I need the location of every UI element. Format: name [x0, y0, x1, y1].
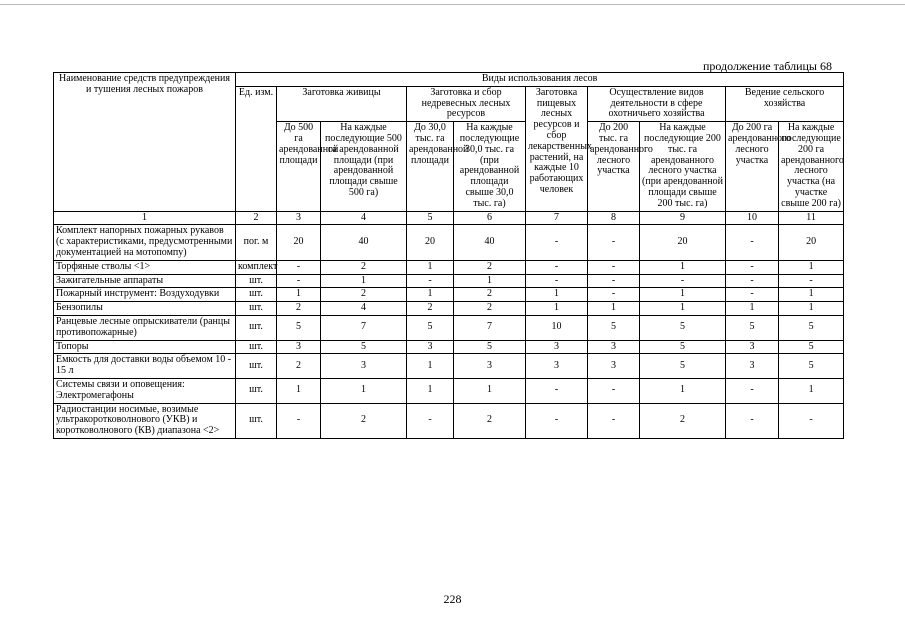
row-value-cell: 4	[321, 302, 407, 316]
row-value-cell: 5	[640, 315, 726, 340]
header-group-agriculture: Ведение сельского хозяйства	[726, 86, 844, 121]
row-name-cell: Пожарный инструмент: Воздуходувки	[54, 288, 236, 302]
row-unit-cell: шт.	[236, 378, 277, 403]
row-value-cell: 5	[640, 354, 726, 379]
row-name-cell: Емкость для доставки воды объемом 10 - 15 л	[54, 354, 236, 379]
row-unit-cell: шт.	[236, 302, 277, 316]
header-group-title: Виды использования лесов	[236, 73, 844, 87]
row-value-cell: 2	[454, 403, 526, 438]
table-row	[54, 302, 844, 316]
table-row	[54, 288, 844, 302]
header-sub-cell: На каждые последующие 200 тыс. га арендованного лесного участка (при арендованной площади свыше 200 тыс. га)	[640, 122, 726, 211]
row-value-cell: -	[588, 378, 640, 403]
row-value-cell: 2	[321, 403, 407, 438]
row-value-cell: 1	[726, 302, 779, 316]
row-value-cell: 2	[321, 288, 407, 302]
row-value-cell: -	[640, 274, 726, 288]
header-sub-cell: До 500 га арендованной площади	[277, 122, 321, 211]
row-value-cell: 5	[779, 354, 844, 379]
row-value-cell: -	[526, 274, 588, 288]
row-unit-cell: пог. м	[236, 225, 277, 260]
column-number-row	[54, 211, 844, 225]
row-value-cell: 5	[779, 340, 844, 354]
row-value-cell: 1	[640, 378, 726, 403]
row-value-cell: -	[526, 225, 588, 260]
row-value-cell: 1	[779, 260, 844, 274]
column-number: 2	[236, 211, 277, 225]
row-value-cell: 1	[454, 274, 526, 288]
page-number: 228	[443, 592, 462, 606]
row-value-cell: -	[726, 225, 779, 260]
row-name-cell: Системы связи и оповещения: Электромегафоны	[54, 378, 236, 403]
row-unit-cell: комплект	[236, 260, 277, 274]
row-name-cell: Комплект напорных пожарных рукавов (с характеристиками, предусмотренными документацией на мотопомпу)	[54, 225, 236, 260]
column-number: 9	[640, 211, 726, 225]
row-value-cell: 10	[526, 315, 588, 340]
row-name-cell: Ранцевые лесные опрыскиватели (ранцы противопожарные)	[54, 315, 236, 340]
table-row	[54, 225, 844, 260]
row-value-cell: 5	[321, 340, 407, 354]
row-value-cell: 1	[779, 288, 844, 302]
column-number: 6	[454, 211, 526, 225]
column-number: 4	[321, 211, 407, 225]
row-value-cell: 20	[779, 225, 844, 260]
row-value-cell: 20	[407, 225, 454, 260]
row-value-cell: 2	[454, 288, 526, 302]
fire-equipment-table	[53, 72, 844, 439]
row-value-cell: 1	[779, 302, 844, 316]
header-sub-cell: До 30,0 тыс. га арендованной площади	[407, 122, 454, 211]
header-sub-cell: На каждые последующие 500 га арендованной площади (при арендованной площади свыше 500 га)	[321, 122, 407, 211]
row-value-cell: 1	[407, 288, 454, 302]
row-value-cell: 2	[407, 302, 454, 316]
row-value-cell: 1	[588, 302, 640, 316]
table-row	[54, 354, 844, 379]
row-value-cell: -	[588, 225, 640, 260]
row-value-cell: -	[526, 378, 588, 403]
row-value-cell: -	[277, 260, 321, 274]
row-value-cell: 2	[454, 260, 526, 274]
row-value-cell: -	[277, 403, 321, 438]
column-number: 8	[588, 211, 640, 225]
row-unit-cell: шт.	[236, 274, 277, 288]
row-value-cell: -	[588, 274, 640, 288]
row-value-cell: 40	[321, 225, 407, 260]
row-value-cell: 2	[454, 302, 526, 316]
row-value-cell: 3	[321, 354, 407, 379]
row-value-cell: 3	[407, 340, 454, 354]
row-name-cell: Бензопилы	[54, 302, 236, 316]
header-name-cell: Наименование средств предупреждения и тушения лесных пожаров	[54, 73, 236, 212]
table-row	[54, 315, 844, 340]
row-value-cell: 3	[526, 354, 588, 379]
row-value-cell: 2	[640, 403, 726, 438]
row-value-cell: -	[526, 260, 588, 274]
row-value-cell: -	[588, 260, 640, 274]
row-value-cell: 1	[277, 378, 321, 403]
row-value-cell: -	[726, 288, 779, 302]
header-group-nonwood: Заготовка и сбор недревесных лесных ресурсов	[407, 86, 526, 121]
row-value-cell: -	[779, 274, 844, 288]
row-value-cell: 3	[588, 340, 640, 354]
row-value-cell: -	[526, 403, 588, 438]
row-value-cell: 2	[277, 354, 321, 379]
row-value-cell: 3	[454, 354, 526, 379]
table-body	[54, 225, 844, 439]
column-number: 11	[779, 211, 844, 225]
header-sub-cell: До 200 тыс. га арендованного лесного участка	[588, 122, 640, 211]
row-value-cell: -	[588, 288, 640, 302]
row-name-cell: Зажигательные аппараты	[54, 274, 236, 288]
row-value-cell: -	[726, 403, 779, 438]
row-value-cell: 5	[454, 340, 526, 354]
header-group-hunting: Осуществление видов деятельности в сфере охотничьего хозяйства	[588, 86, 726, 121]
row-value-cell: 1	[526, 288, 588, 302]
row-value-cell: 1	[640, 302, 726, 316]
row-value-cell: 1	[454, 378, 526, 403]
header-group-food: Заготовка пищевых лесных ресурсов и сбор лекарственных растений, на каждые 10 работающих человек	[526, 86, 588, 211]
row-value-cell: 1	[779, 378, 844, 403]
row-value-cell: 7	[321, 315, 407, 340]
row-unit-cell: шт.	[236, 315, 277, 340]
row-value-cell: -	[726, 378, 779, 403]
row-value-cell: 5	[407, 315, 454, 340]
row-value-cell: 3	[526, 340, 588, 354]
column-number: 10	[726, 211, 779, 225]
header-sub-cell: На каждые последующие 200 га арендованного лесного участка (на участке свыше 200 га)	[779, 122, 844, 211]
row-unit-cell: шт.	[236, 354, 277, 379]
table-row	[54, 274, 844, 288]
row-value-cell: 1	[407, 354, 454, 379]
row-value-cell: 20	[640, 225, 726, 260]
row-value-cell: 1	[321, 274, 407, 288]
row-value-cell: 2	[277, 302, 321, 316]
row-unit-cell: шт.	[236, 340, 277, 354]
row-value-cell: 1	[321, 378, 407, 403]
header-sub-cell: До 200 га арендованного лесного участка	[726, 122, 779, 211]
column-number: 7	[526, 211, 588, 225]
table-row	[54, 340, 844, 354]
continuation-caption: продолжение таблицы 68	[702, 59, 832, 73]
row-value-cell: 7	[454, 315, 526, 340]
row-value-cell: 1	[526, 302, 588, 316]
row-value-cell: -	[779, 403, 844, 438]
header-group-resin: Заготовка живицы	[277, 86, 407, 121]
row-value-cell: 5	[588, 315, 640, 340]
row-value-cell: 1	[640, 260, 726, 274]
row-value-cell: 1	[407, 378, 454, 403]
column-number: 5	[407, 211, 454, 225]
column-number: 3	[277, 211, 321, 225]
row-value-cell: 2	[321, 260, 407, 274]
row-name-cell: Торфяные стволы <1>	[54, 260, 236, 274]
header-sub-cell: На каждые последующие 30,0 тыс. га (при арендованной площади свыше 30,0 тыс. га)	[454, 122, 526, 211]
row-value-cell: 1	[277, 288, 321, 302]
header-unit-cell: Ед. изм.	[236, 86, 277, 211]
table-row	[54, 260, 844, 274]
row-value-cell: 5	[640, 340, 726, 354]
row-value-cell: 1	[407, 260, 454, 274]
row-value-cell: 20	[277, 225, 321, 260]
row-value-cell: -	[407, 274, 454, 288]
table-row	[54, 403, 844, 438]
row-value-cell: 5	[726, 315, 779, 340]
row-value-cell: 3	[588, 354, 640, 379]
row-unit-cell: шт.	[236, 403, 277, 438]
row-value-cell: -	[726, 274, 779, 288]
row-unit-cell: шт.	[236, 288, 277, 302]
row-value-cell: 1	[640, 288, 726, 302]
row-name-cell: Радиостанции носимые, возимые ультракоротковолнового (УКВ) и коротковолнового (КВ) диапазона <2>	[54, 403, 236, 438]
row-value-cell: 3	[726, 340, 779, 354]
row-value-cell: -	[277, 274, 321, 288]
top-border-line	[0, 4, 905, 5]
row-value-cell: -	[407, 403, 454, 438]
row-value-cell: 5	[779, 315, 844, 340]
row-value-cell: 5	[277, 315, 321, 340]
row-value-cell: -	[588, 403, 640, 438]
row-value-cell: 40	[454, 225, 526, 260]
row-name-cell: Топоры	[54, 340, 236, 354]
row-value-cell: 3	[277, 340, 321, 354]
table-row	[54, 378, 844, 403]
row-value-cell: -	[726, 260, 779, 274]
column-number: 1	[54, 211, 236, 225]
row-value-cell: 3	[726, 354, 779, 379]
